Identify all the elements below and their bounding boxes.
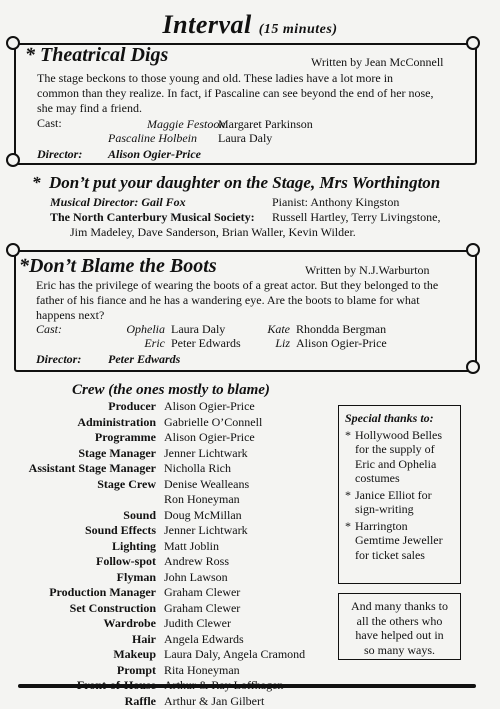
- play1-director-label: Director:: [37, 147, 82, 162]
- play3-director: Peter Edwards: [108, 352, 180, 367]
- play1-title: * Theatrical Digs: [25, 44, 168, 67]
- play1-director: Alison Ogier-Price: [108, 147, 201, 162]
- crew-row: Hair Angela Edwards: [6, 632, 326, 648]
- special-thanks-heading: Special thanks to:: [345, 411, 457, 426]
- crew-row: Producer Alison Ogier-Price: [6, 399, 326, 415]
- bullet-icon: *: [345, 488, 355, 517]
- play1-actor-1: Margaret Parkinson: [218, 117, 313, 132]
- crew-row: Wardrobe Judith Clewer: [6, 616, 326, 632]
- crew-row: Follow-spot Andrew Ross: [6, 554, 326, 570]
- crew-list: [6, 399, 326, 709]
- crew-row: Prompt Rita Honeyman: [6, 663, 326, 679]
- crew-row: Assistant Stage Manager Nicholla Rich: [6, 461, 326, 477]
- crew-row: Sound Effects Jenner Lichtwark: [6, 523, 326, 539]
- play3-actor-2: Peter Edwards: [171, 336, 241, 351]
- play1-actor-2: Laura Daly: [218, 131, 272, 146]
- bullet-icon: *: [345, 428, 355, 486]
- scroll-curl-icon: [6, 243, 20, 257]
- play3-role-2: Eric: [105, 336, 165, 351]
- thanks-item: * Hollywood Belles for the supply of Eric and Ophelia costumes: [345, 428, 457, 486]
- crew-row: Stage Manager Jenner Lichtwark: [6, 446, 326, 462]
- crew-row: Set Construction Graham Clewer: [6, 601, 326, 617]
- crew-row: Production Manager Graham Clewer: [6, 585, 326, 601]
- play3-title: *Don’t Blame the Boots: [19, 255, 217, 278]
- title-main: Interval: [163, 10, 252, 39]
- crew-row: Ron Honeyman: [6, 492, 326, 508]
- play3-director-label: Director:: [36, 352, 81, 367]
- play3-actor-1: Laura Daly: [171, 322, 225, 337]
- crew-row: Sound Doug McMillan: [6, 508, 326, 524]
- crew-row: Programme Alison Ogier-Price: [6, 430, 326, 446]
- bullet-icon: *: [345, 519, 355, 563]
- crew-row: Flyman John Lawson: [6, 570, 326, 586]
- play3-cast-label: Cast:: [36, 322, 62, 337]
- thanks-item: * Harrington Gemtime Jeweller for ticket sales: [345, 519, 457, 563]
- thanks-item: * Janice Elliot for sign-writing: [345, 488, 457, 517]
- scroll-curl-icon: [466, 243, 480, 257]
- crew-heading: Crew (the ones mostly to blame): [72, 382, 270, 399]
- scroll-curl-icon: [466, 360, 480, 374]
- scroll-curl-icon: [6, 36, 20, 50]
- play3-role-3: Kate: [240, 322, 290, 337]
- play2-md-label: Musical Director: Gail Fox: [50, 195, 186, 210]
- play3-description: Eric has the privilege of wearing the boots of a great actor. But they belonged to the father of his fiance and he has a wandering eye. Are the boots to blame for what happens next?: [36, 278, 438, 323]
- special-thanks-content: [345, 411, 457, 562]
- play2-society-label: The North Canterbury Musical Society:: [50, 210, 255, 225]
- play1-description: The stage beckons to those young and old. These ladies have a lot more in common than they realize. In fact, if Pascaline can see beyond the end of her nose, she may find a friend.: [37, 71, 434, 116]
- play3-author: Written by N.J.Warburton: [305, 263, 430, 278]
- play1-role-2: Pascaline Holbein: [108, 131, 197, 146]
- play3-actor-4: Alison Ogier-Price: [296, 336, 387, 351]
- play2-society-line1: Russell Hartley, Terry Livingstone,: [272, 210, 440, 225]
- play3-actor-3: Rhondda Bergman: [296, 322, 386, 337]
- play2-society-line2: Jim Madeley, Dave Sanderson, Brian Waller, Kevin Wilder.: [70, 225, 356, 240]
- crew-row: Makeup Laura Daly, Angela Cramond: [6, 647, 326, 663]
- play1-cast-label: Cast:: [37, 116, 62, 131]
- play3-role-4: Liz: [240, 336, 290, 351]
- scroll-curl-icon: [466, 36, 480, 50]
- title-subtitle: (15 minutes): [259, 22, 338, 37]
- bottom-divider: [18, 684, 476, 688]
- many-thanks-text: And many thanks to all the others who have helped out in so many ways.: [340, 599, 459, 657]
- play2-title: * Don’t put your daughter on the Stage, Mrs Worthington: [32, 173, 440, 193]
- page-title: [0, 10, 500, 40]
- crew-row: Lighting Matt Joblin: [6, 539, 326, 555]
- play3-role-1: Ophelia: [105, 322, 165, 337]
- play1-role-1: Maggie Festoon: [147, 117, 225, 132]
- play1-author: Written by Jean McConnell: [311, 55, 444, 70]
- crew-row: Administration Gabrielle O’Connell: [6, 415, 326, 431]
- scroll-curl-icon: [6, 153, 20, 167]
- crew-row: Raffle Arthur & Jan Gilbert: [6, 694, 326, 709]
- play2-pianist: Pianist: Anthony Kingston: [272, 195, 399, 210]
- crew-row: Stage Crew Denise Wealleans: [6, 477, 326, 493]
